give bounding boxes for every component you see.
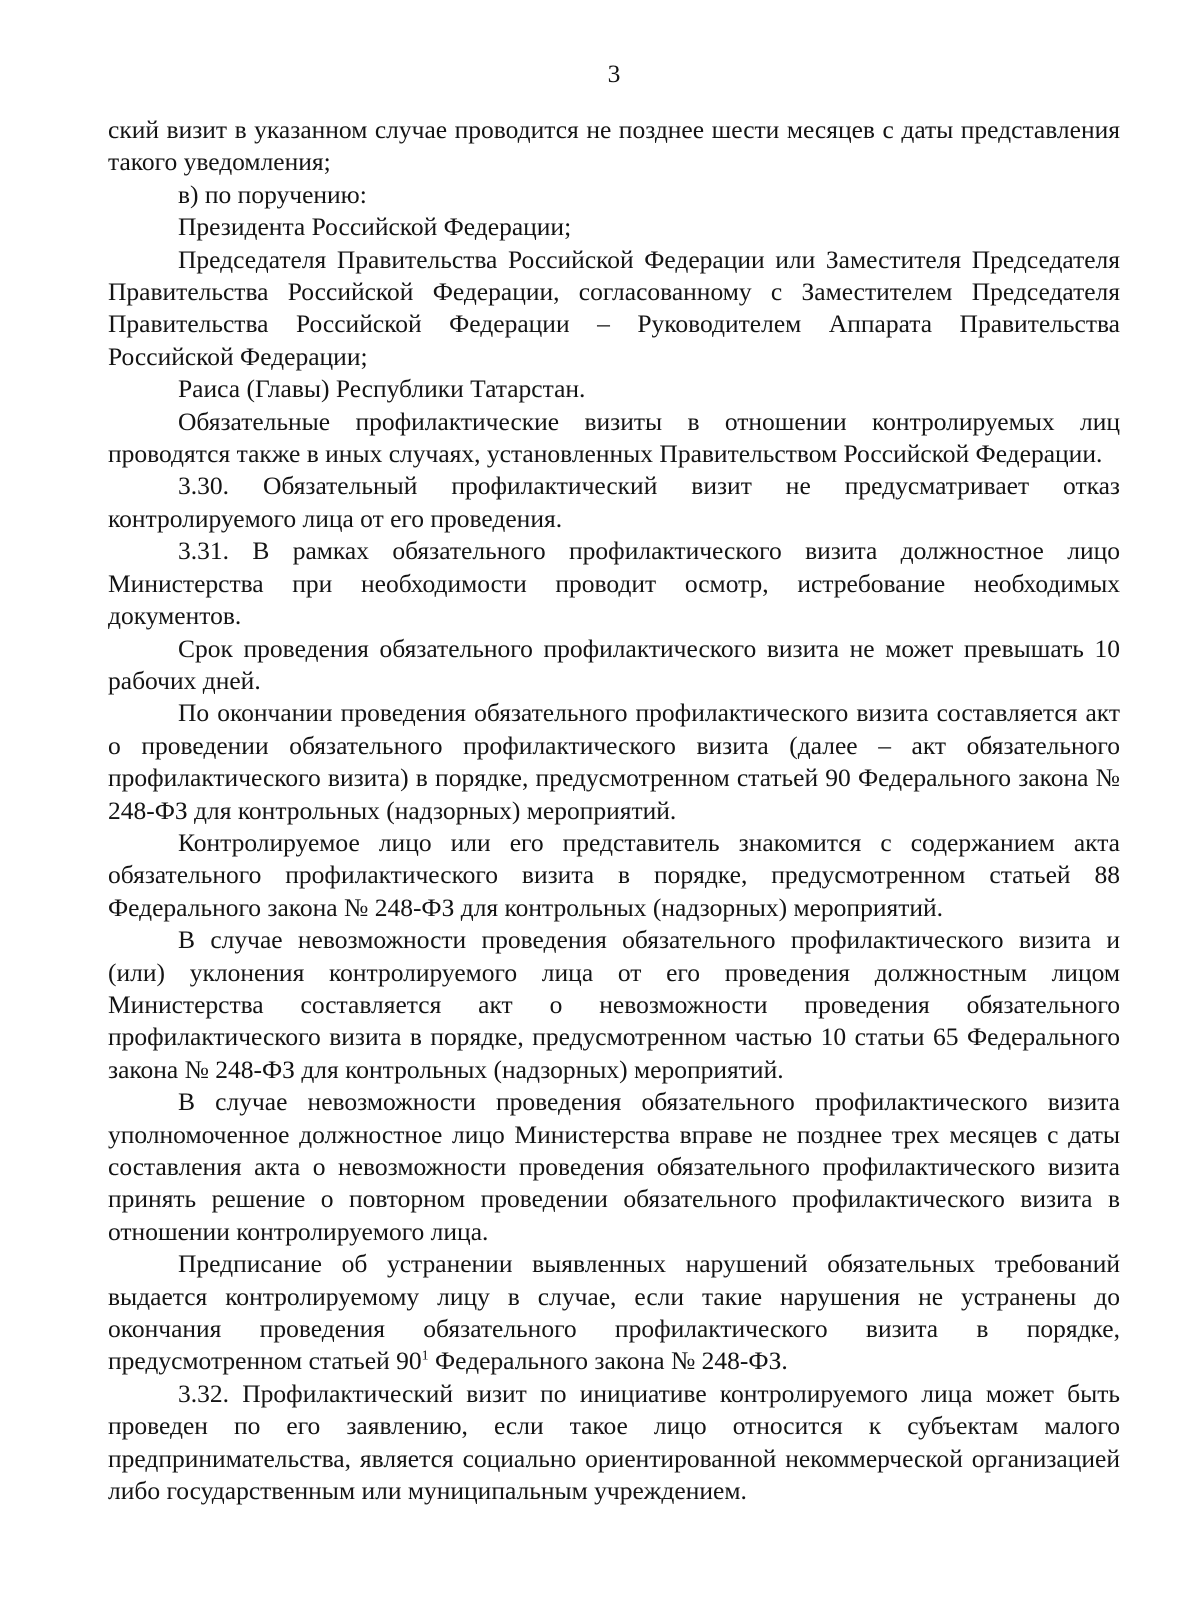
prescription-text: Предписание об устранении выявленных нарушений обязательных требований выдается контролируемому лицу в случае, если такие нарушения не устранены до окончания проведения обязательного профилактического визита в порядке, предусмотренном статьей 90 <box>108 1249 1120 1376</box>
paragraph-prescription <box>108 1248 1120 1378</box>
paragraph-rais: Раиса (Главы) Республики Татарстан. <box>178 374 586 404</box>
article-superscript: 1 <box>421 1348 429 1364</box>
paragraph-visit-duration: Срок проведения обязательного профилактического визита не может превышать 10 рабочих дней. <box>108 633 1120 695</box>
paragraph-list-item-v: в) по поручению: <box>178 179 367 209</box>
paragraph-continuation: ский визит в указанном случае проводится не позднее шести месяцев с даты представления такого уведомления; <box>108 115 1120 177</box>
paragraph-3-30: 3.30. Обязательный профилактический визит не предусматривает отказ контролируемого лица от его проведения. <box>108 471 1120 533</box>
prescription-text-end: Федерального закона № 248-ФЗ. <box>428 1346 788 1376</box>
paragraph-3-32: 3.32. Профилактический визит по инициативе контролируемого лица может быть проведен по его заявлению, если такое лицо относится к субъектам малого предпринимательства, является социально ориентированной некоммерческой организацией либо государственным или муниципальным учреждением. <box>108 1378 1120 1506</box>
paragraph-repeat-visit: В случае невозможности проведения обязательного профилактического визита уполномоченное должностное лицо Министерства вправе не позднее трех месяцев с даты составления акта о невозможности проведения обязательного профилактического визита принять решение о повторном проведении обязательного профилактического визита в отношении контролируемого лица. <box>108 1087 1120 1246</box>
document-page <box>108 58 1120 1507</box>
paragraph-impossibility-act: В случае невозможности проведения обязательного профилактического визита и (или) уклонения контролируемого лица от его проведения должностным лицом Министерства составляется акт о невозможности проведения обязательного профилактического визита в порядке, предусмотренном частью 10 статьи 65 Федерального закона № 248-ФЗ для контрольных (надзорных) мероприятий. <box>108 925 1120 1084</box>
paragraph-chairman: Председателя Правительства Российской Федерации или Заместителя Председателя Правительства Российской Федерации, согласованному с Заместителем Председателя Правительства Российской Федерации – Руководителем Аппарата Правительства Российской Федерации; <box>108 244 1120 371</box>
paragraph-3-31: 3.31. В рамках обязательного профилактического визита должностное лицо Министерства при необходимости проводит осмотр, истребование необходимых документов. <box>108 536 1120 631</box>
paragraph-mandatory-visits: Обязательные профилактические визиты в отношении контролируемых лиц проводятся также в иных случаях, установленных Правительством Российской Федерации. <box>108 406 1120 469</box>
page-number: 3 <box>607 59 621 88</box>
paragraph-act-familiarization: Контролируемое лицо или его представитель знакомится с содержанием акта обязательного профилактического визита в порядке, предусмотренном статьей 88 Федерального закона № 248-ФЗ для контрольных (надзорных) мероприятий. <box>108 827 1120 922</box>
paragraph-president: Президента Российской Федерации; <box>178 212 572 242</box>
paragraph-visit-act: По окончании проведения обязательного профилактического визита составляется акт о проведении обязательного профилактического визита (далее – акт обязательного профилактического визита) в порядке, предусмотренном статьей 90 Федерального закона № 248-ФЗ для контрольных (надзорных) мероприятий. <box>108 698 1120 825</box>
